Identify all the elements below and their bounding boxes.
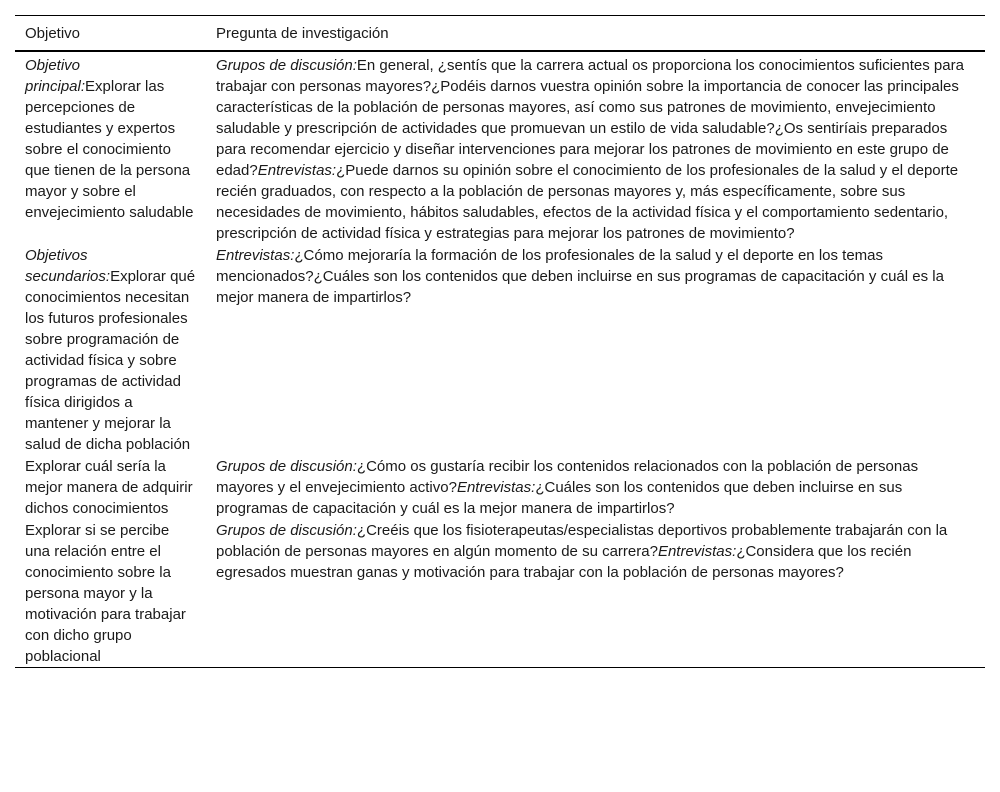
question-cell bbox=[206, 244, 985, 455]
objective-cell bbox=[15, 455, 206, 519]
method-label: Entrevistas: bbox=[456, 479, 536, 496]
question-text: ¿Cuáles son los contenidos que deben incluirse en sus programas de capacitación y cuál es la mejor manera de impartirlos? bbox=[216, 479, 903, 517]
question-cell bbox=[206, 51, 985, 244]
research-table bbox=[15, 15, 985, 668]
objective-text: Explorar cuál sería la mejor manera de adquirir dichos conocimientos bbox=[25, 458, 193, 517]
research-table-container bbox=[15, 15, 985, 668]
table-row bbox=[15, 51, 985, 244]
objective-label: Objetivo principal: bbox=[25, 57, 86, 95]
method-label: Entrevistas: bbox=[257, 162, 337, 179]
objective-label: Objetivos secundarios: bbox=[25, 247, 111, 285]
header-question: Pregunta de investigación bbox=[216, 25, 389, 42]
question-text: ¿Creéis que los fisioterapeutas/especialistas deportivos probablemente trabajarán con la población de personas mayores en algún momento de su carrera? bbox=[216, 522, 948, 560]
table-row bbox=[15, 244, 985, 455]
objective-cell bbox=[15, 244, 206, 455]
method-label: Grupos de discusión: bbox=[216, 522, 357, 539]
method-label: Grupos de discusión: bbox=[216, 458, 357, 475]
question-text: En general, ¿sentís que la carrera actual os proporciona los conocimientos suficientes para trabajar con personas mayores?¿Podéis darnos vuestra opinión sobre la importancia de conocer las principales características de la población de personas mayores, así como sus patrones de movimiento, envejecimiento saludable y prescripción de actividades que promuevan un estilo de vida saludable?¿Os sentiríais preparados para recomendar ejercicio y diseñar intervenciones para mejorar los patrones de movimiento en este grupo de edad? bbox=[216, 57, 964, 179]
table-header-row bbox=[15, 16, 985, 52]
objective-text: Explorar qué conocimientos necesitan los futuros profesionales sobre programación de actividad física y sobre programas de actividad física dirigidos a mantener y mejorar la salud de dicha población bbox=[25, 268, 196, 453]
objective-cell bbox=[15, 519, 206, 668]
question-cell bbox=[206, 519, 985, 668]
table-row bbox=[15, 455, 985, 519]
method-label: Entrevistas: bbox=[216, 247, 295, 264]
question-text: ¿Considera que los recién egresados muestran ganas y motivación para trabajar con la población de personas mayores? bbox=[216, 543, 912, 581]
question-text: ¿Cómo os gustaría recibir los contenidos relacionados con la población de personas mayores y el envejecimiento activo? bbox=[216, 458, 919, 496]
table-row bbox=[15, 519, 985, 668]
objective-text: Explorar si se percibe una relación entre el conocimiento sobre la persona mayor y la motivación para trabajar con dicho grupo poblacional bbox=[25, 522, 186, 665]
objective-text: Explorar las percepciones de estudiantes y expertos sobre el conocimiento que tienen de la persona mayor y sobre el envejecimiento saludable bbox=[25, 78, 194, 221]
question-text: ¿Cómo mejoraría la formación de los profesionales de la salud y el deporte en los temas mencionados?¿Cuáles son los contenidos que deben incluirse en sus programas de capacitación y cuál es la mejor manera de impartirlos? bbox=[216, 247, 944, 306]
method-label: Entrevistas: bbox=[657, 543, 737, 560]
header-objective: Objetivo bbox=[25, 25, 81, 42]
question-text: ¿Puede darnos su opinión sobre el conocimiento de los profesionales de la salud y el deporte recién graduados, con respecto a la población de personas mayores y, más específicamente, sobre sus necesidades de movimiento, hábitos saludables, efectos de la actividad física y el comportamiento sedentario, prescripción de actividad física y estrategias para mejorar los patrones de movimiento? bbox=[216, 162, 959, 242]
method-label: Grupos de discusión: bbox=[216, 57, 357, 74]
objective-cell bbox=[15, 51, 206, 244]
question-cell bbox=[206, 455, 985, 519]
